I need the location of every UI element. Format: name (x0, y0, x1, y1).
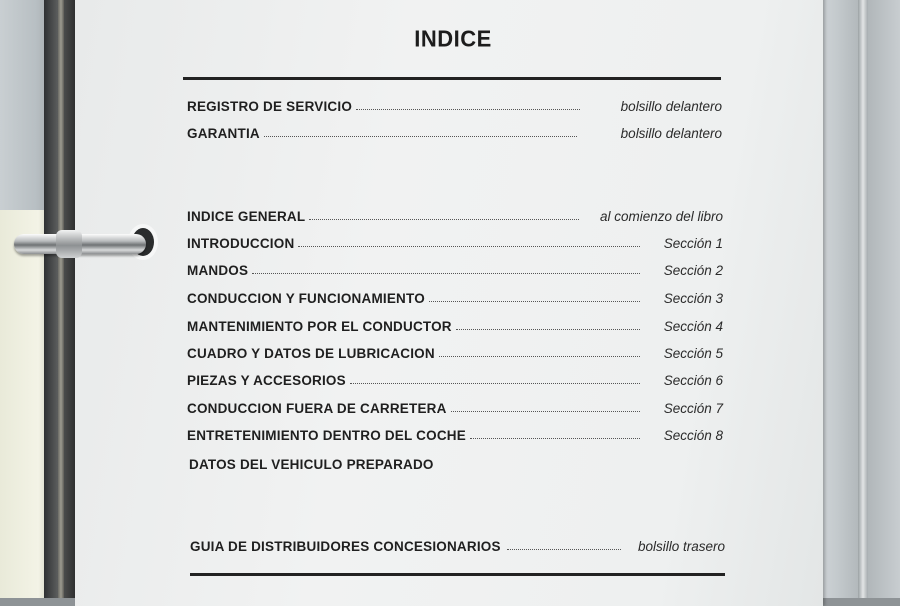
index-entry (187, 396, 723, 416)
index-entry (187, 423, 723, 443)
entry-reference: bolsillo delantero (620, 99, 722, 114)
index-entry (187, 94, 722, 114)
leader-dots (451, 410, 640, 412)
top-divider (183, 77, 721, 80)
entry-reference: Sección 8 (663, 428, 723, 443)
entry-reference: Sección 5 (663, 346, 723, 361)
binder-spine-edge (58, 0, 64, 598)
entry-label: INDICE GENERAL (187, 209, 306, 224)
entry-reference: Sección 2 (663, 263, 723, 278)
index-entry (189, 452, 725, 472)
index-entry (187, 204, 723, 224)
index-entry (187, 121, 722, 141)
entry-reference: Sección 7 (663, 401, 723, 416)
entry-label: MANTENIMIENTO POR EL CONDUCTOR (187, 319, 452, 334)
entry-label: DATOS DEL VEHICULO PREPARADO (189, 457, 434, 472)
leader-dots (350, 382, 640, 384)
previous-page-edge (0, 210, 48, 598)
entry-reference: al comienzo del libro (599, 209, 723, 224)
binder-right-background (810, 0, 900, 598)
entry-label: CONDUCCION FUERA DE CARRETERA (187, 401, 447, 416)
entry-reference: Sección 1 (663, 236, 723, 251)
leader-dots (356, 108, 580, 110)
binder-ring-clasp-icon (56, 230, 82, 258)
page-title: INDICE (414, 25, 492, 52)
entry-label: GARANTIA (187, 126, 260, 141)
leader-dots (456, 328, 640, 330)
index-entry (187, 368, 723, 388)
index-entry (187, 286, 723, 306)
entry-label: REGISTRO DE SERVICIO (187, 99, 353, 114)
leader-dots (429, 300, 640, 302)
index-entry (187, 314, 723, 334)
entry-reference: Sección 6 (663, 373, 723, 388)
leader-dots (309, 218, 579, 220)
bottom-divider (190, 573, 725, 576)
leader-dots (264, 135, 577, 137)
index-entry (187, 231, 723, 251)
entry-label: CUADRO Y DATOS DE LUBRICACION (187, 346, 435, 361)
index-entry (187, 341, 723, 361)
entry-label: GUIA DE DISTRIBUIDORES CONCESIONARIOS (190, 539, 501, 554)
entry-label: INTRODUCCION (187, 236, 295, 251)
entry-label: CONDUCCION Y FUNCIONAMIENTO (187, 291, 425, 306)
leader-dots (252, 272, 640, 274)
entry-label: PIEZAS Y ACCESORIOS (187, 373, 346, 388)
plastic-sheet-edge (858, 0, 868, 598)
entry-label: MANDOS (187, 263, 249, 278)
leader-dots (439, 355, 640, 357)
index-entry (190, 534, 725, 554)
leader-dots (507, 548, 621, 550)
index-entry (187, 258, 723, 278)
entry-reference: Sección 4 (663, 319, 723, 334)
entry-reference: bolsillo trasero (637, 539, 725, 554)
entry-label: ENTRETENIMIENTO DENTRO DEL COCHE (187, 428, 466, 443)
entry-reference: Sección 3 (663, 291, 723, 306)
leader-dots (470, 437, 640, 439)
entry-reference: bolsillo delantero (620, 126, 722, 141)
leader-dots (298, 245, 639, 247)
